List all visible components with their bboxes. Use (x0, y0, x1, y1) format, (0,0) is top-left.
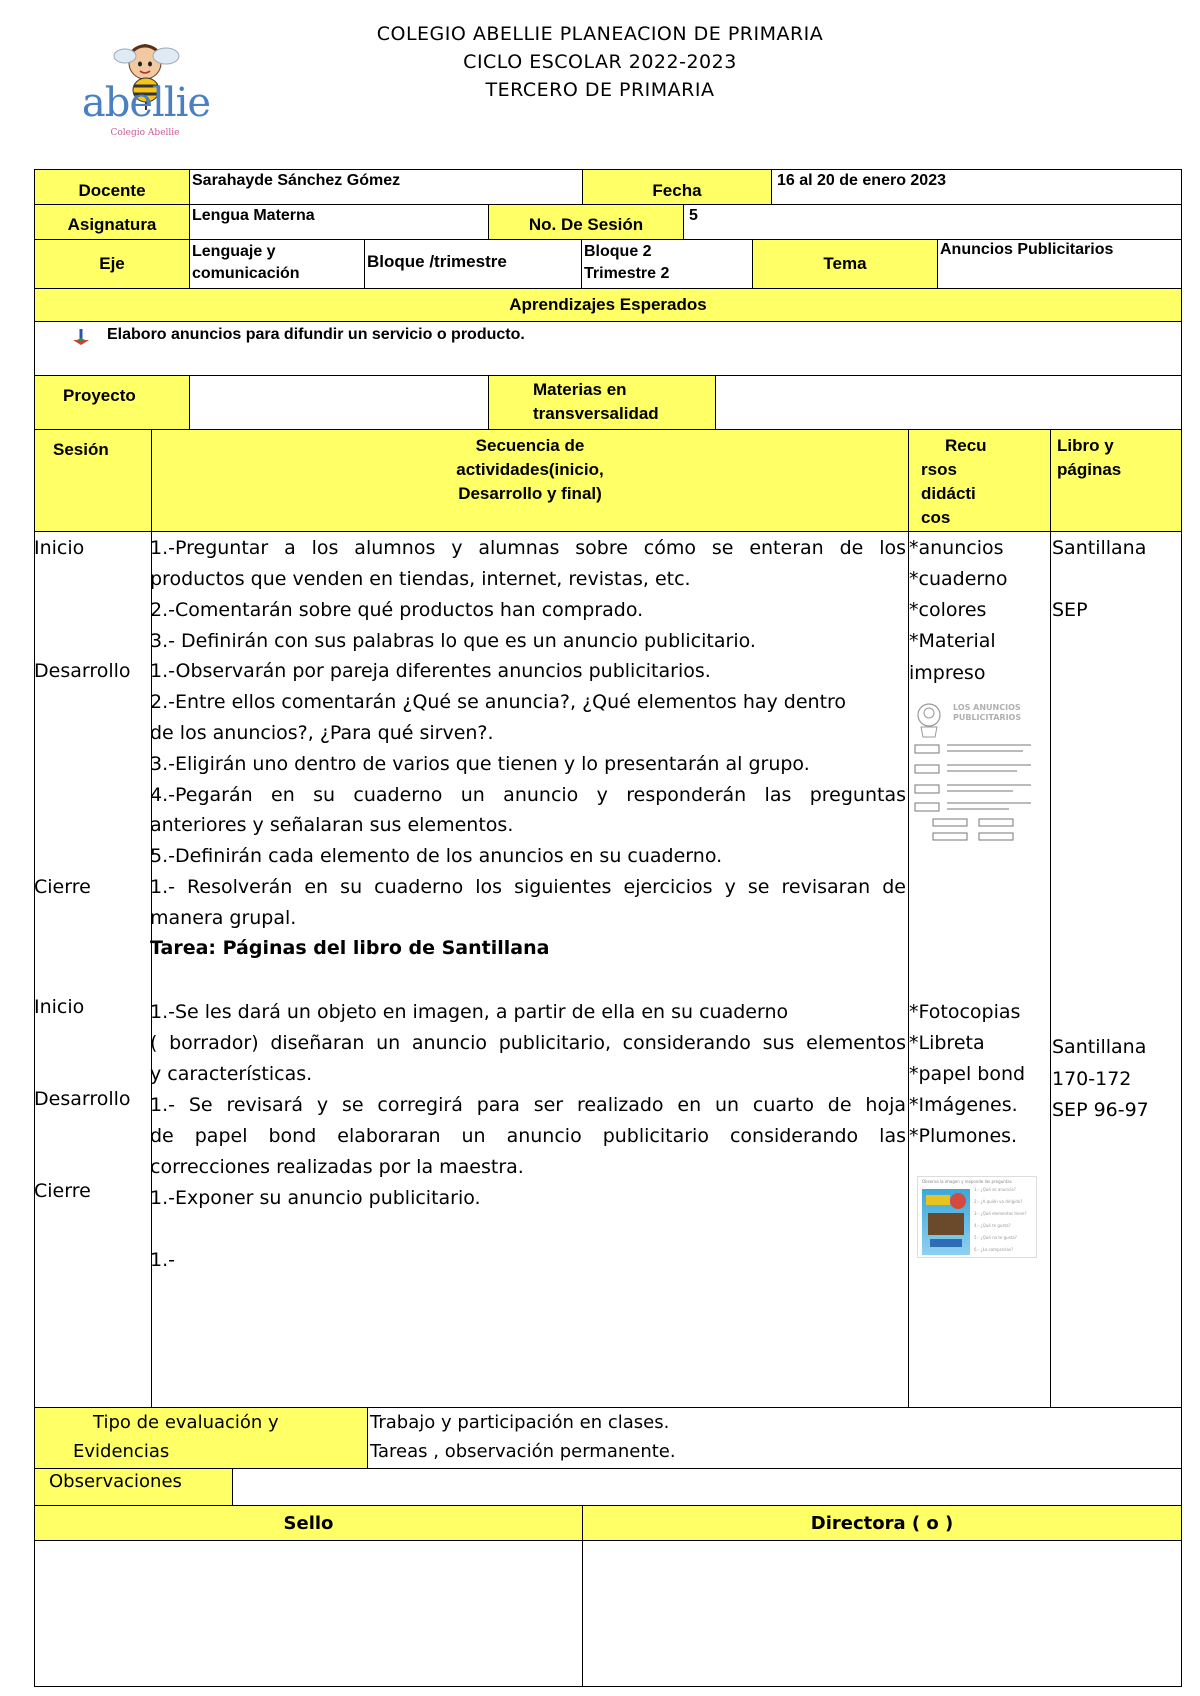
recurso2-2: *papel bond (909, 1063, 1026, 1085)
docente-value: Sarahayde Sánchez Gómez (189, 169, 583, 205)
logo-text: abellie (81, 80, 211, 126)
recurso2-4: *Plumones. (909, 1125, 1018, 1147)
libro2-2: SEP 96-97 (1052, 1099, 1149, 1121)
session-desarrollo-2: Desarrollo (34, 1088, 131, 1110)
materias-line-1: Materias en (533, 380, 627, 399)
advert-image (922, 1189, 970, 1255)
seq1-line-12: manera grupal. (150, 907, 297, 929)
directora-box (582, 1540, 1182, 1687)
libro1-0: Santillana (1052, 537, 1147, 559)
worksheet-2-q6: 6.- ¿Lo comprarías? (974, 1247, 1014, 1252)
title-line-1: COLEGIO ABELLIE PLANEACION DE PRIMARIA (376, 23, 824, 45)
session-desarrollo-1: Desarrollo (34, 660, 131, 682)
recursos-header-3: didácti (921, 484, 976, 503)
worksheet-2-q5: 5.- ¿Qué no te gusta? (974, 1235, 1017, 1240)
recurso1-1: *cuaderno (909, 568, 1008, 590)
evaluacion-value (367, 1407, 1182, 1469)
observaciones-label: Observaciones (34, 1468, 233, 1506)
seq1-line-9: anteriores y señalaran sus elementos. (150, 814, 514, 836)
worksheet-2-header: Observa la imagen y responde las preguntas (922, 1179, 1012, 1184)
materias-label (488, 375, 716, 430)
sello-box (34, 1540, 583, 1687)
session-cierre-2: Cierre (34, 1180, 91, 1202)
aprendizajes-box (34, 321, 1182, 376)
observaciones-value (232, 1468, 1182, 1506)
session-inicio-2: Inicio (34, 996, 85, 1018)
sesion-no-value: 5 (683, 204, 1182, 240)
seq1-line-10: 5.-Definirán cada elemento de los anuncios en su cuaderno. (150, 845, 723, 867)
bloque-value-2: Trimestre 2 (584, 265, 670, 282)
eje-label: Eje (34, 239, 190, 289)
evaluacion-value-1: Trabajo y participación en clases. (370, 1412, 670, 1433)
seq2-line-5: correcciones realizadas por la maestra. (150, 1156, 524, 1178)
seq2-line-2: y características. (150, 1063, 313, 1085)
bloque-label: Bloque /trimestre (364, 239, 582, 289)
proyecto-value (189, 375, 489, 430)
sello-label: Sello (34, 1505, 583, 1541)
title-line-2: CICLO ESCOLAR 2022-2023 (463, 51, 737, 73)
libro2-1: 170-172 (1052, 1068, 1132, 1090)
materias-value (715, 375, 1182, 430)
fecha-label: Fecha (582, 169, 772, 205)
eje-value-1: Lenguaje y (192, 243, 276, 260)
recursos-header-2: rsos (921, 460, 957, 479)
seq1-line-8: 4.-Pegarán en su cuaderno un anuncio y responderán las preguntas (150, 784, 906, 806)
worksheet-thumbnail-2 (917, 1176, 1037, 1258)
aprendizaje-text: Elaboro anuncios para difundir un servicio o producto. (107, 326, 525, 343)
seq1-line-2: 2.-Comentarán sobre qué productos han comprado. (150, 599, 644, 621)
worksheet-2-q3: 3.- ¿Qué elementos tiene? (974, 1211, 1027, 1216)
tema-value: Anuncios Publicitarios (937, 239, 1182, 289)
libro-column (1050, 531, 1182, 1408)
eje-value (189, 239, 365, 289)
seq1-line-5: 2.-Entre ellos comentarán ¿Qué se anuncia?, ¿Qué elementos hay dentro (150, 691, 847, 713)
logo-subtitle: Colegio Abellie (110, 128, 180, 138)
sesion-no-label: No. De Sesión (488, 204, 684, 240)
worksheet-2-q4: 4.- ¿Qué te gusta? (974, 1223, 1011, 1228)
asignatura-label: Asignatura (34, 204, 190, 240)
proyecto-label: Proyecto (34, 375, 190, 430)
recurso1-2: *colores (909, 599, 987, 621)
directora-label: Directora ( o ) (582, 1505, 1182, 1541)
seq1-line-1: productos que venden en tiendas, internet, revistas, etc. (150, 568, 691, 590)
seq1-line-3: 3.- Definirán con sus palabras lo que es un anuncio publicitario. (150, 630, 756, 652)
evaluacion-value-2: Tareas , observación permanente. (370, 1441, 676, 1462)
secuencia-header-1: Secuencia de (475, 436, 585, 455)
sesion-header: Sesión (34, 429, 152, 532)
tipo-evaluacion-1: Tipo de evaluación y (93, 1412, 279, 1433)
session-cierre-1: Cierre (34, 876, 91, 898)
school-logo (70, 18, 220, 148)
tarea-text: Tarea: Páginas del libro de Santillana (150, 937, 550, 959)
seq2-line-0: 1.-Se les dará un objeto en imagen, a partir de ella en su cuaderno (150, 1001, 789, 1023)
worksheet-1-title-1: LOS ANUNCIOS (953, 703, 1021, 712)
tema-label: Tema (752, 239, 938, 289)
recurso2-1: *Libreta (909, 1032, 985, 1054)
recurso1-4: impreso (909, 662, 986, 684)
worksheet-1-title-2: PUBLICITARIOS (953, 713, 1022, 722)
seq1-line-11: 1.- Resolverán en su cuaderno los siguientes ejercicios y se revisaran de (150, 876, 906, 898)
seq2-line-4: de papel bond elaboraran un anuncio publicitario considerando las (150, 1125, 906, 1147)
recursos-header-4: cos (921, 508, 951, 527)
worksheet-2-q1: 1.- ¿Qué se anuncia? (974, 1187, 1016, 1192)
recurso2-0: *Fotocopias (909, 1001, 1021, 1023)
asignatura-value: Lengua Materna (189, 204, 489, 240)
eje-value-2: comunicación (192, 265, 300, 282)
libro-header-2: páginas (1057, 460, 1122, 479)
worksheet-2-q2: 2.- ¿A quién va dirigido? (974, 1199, 1023, 1204)
bullet-arrow-icon (71, 328, 91, 350)
libro1-1: SEP (1052, 599, 1088, 621)
secuencia-header (151, 429, 909, 532)
secuencia-header-2: actividades(inicio, (456, 460, 604, 479)
fecha-value: 16 al 20 de enero 2023 (771, 169, 1182, 205)
seq2-line-1: ( borrador) diseñaran un anuncio publicitario, considerando sus elementos (150, 1032, 906, 1054)
worksheet-thumbnail-1 (913, 697, 1035, 847)
secuencia-header-3: Desarrollo y final) (458, 484, 602, 503)
libro2-0: Santillana (1052, 1036, 1147, 1058)
title-line-3: TERCERO DE PRIMARIA (485, 79, 715, 101)
seq2-line-7: 1.- (150, 1249, 175, 1271)
libro-header-1: Libro y (1057, 436, 1114, 455)
bloque-value-1: Bloque 2 (584, 243, 652, 260)
seq1-line-0: 1.-Preguntar a los alumnos y alumnas sobre cómo se enteran de los (150, 537, 906, 559)
docente-label: Docente (34, 169, 190, 205)
seq1-line-6: de los anuncios?, ¿Para qué sirven?. (150, 722, 494, 744)
seq2-line-6: 1.-Exponer su anuncio publicitario. (150, 1187, 481, 1209)
bloque-value (581, 239, 753, 289)
recurso1-3: *Material (909, 630, 996, 652)
materias-line-2: transversalidad (533, 404, 659, 423)
recurso2-3: *Imágenes. (909, 1094, 1018, 1116)
seq2-line-3: 1.- Se revisará y se corregirá para ser realizado en un cuarto de hoja (150, 1094, 906, 1116)
page-title (300, 20, 900, 104)
recursos-header (908, 429, 1051, 532)
seq1-line-7: 3.-Eligirán uno dentro de varios que tienen y lo presentarán al grupo. (150, 753, 810, 775)
recurso1-0: *anuncios (909, 537, 1004, 559)
aprendizajes-label: Aprendizajes Esperados (34, 288, 1182, 322)
tipo-evaluacion-label (34, 1407, 368, 1469)
session-inicio-1: Inicio (34, 537, 85, 559)
recursos-header-1: Recu (945, 436, 987, 455)
libro-header (1050, 429, 1182, 532)
tipo-evaluacion-2: Evidencias (73, 1441, 170, 1462)
seq1-line-4: 1.-Observarán por pareja diferentes anuncios publicitarios. (150, 660, 711, 682)
